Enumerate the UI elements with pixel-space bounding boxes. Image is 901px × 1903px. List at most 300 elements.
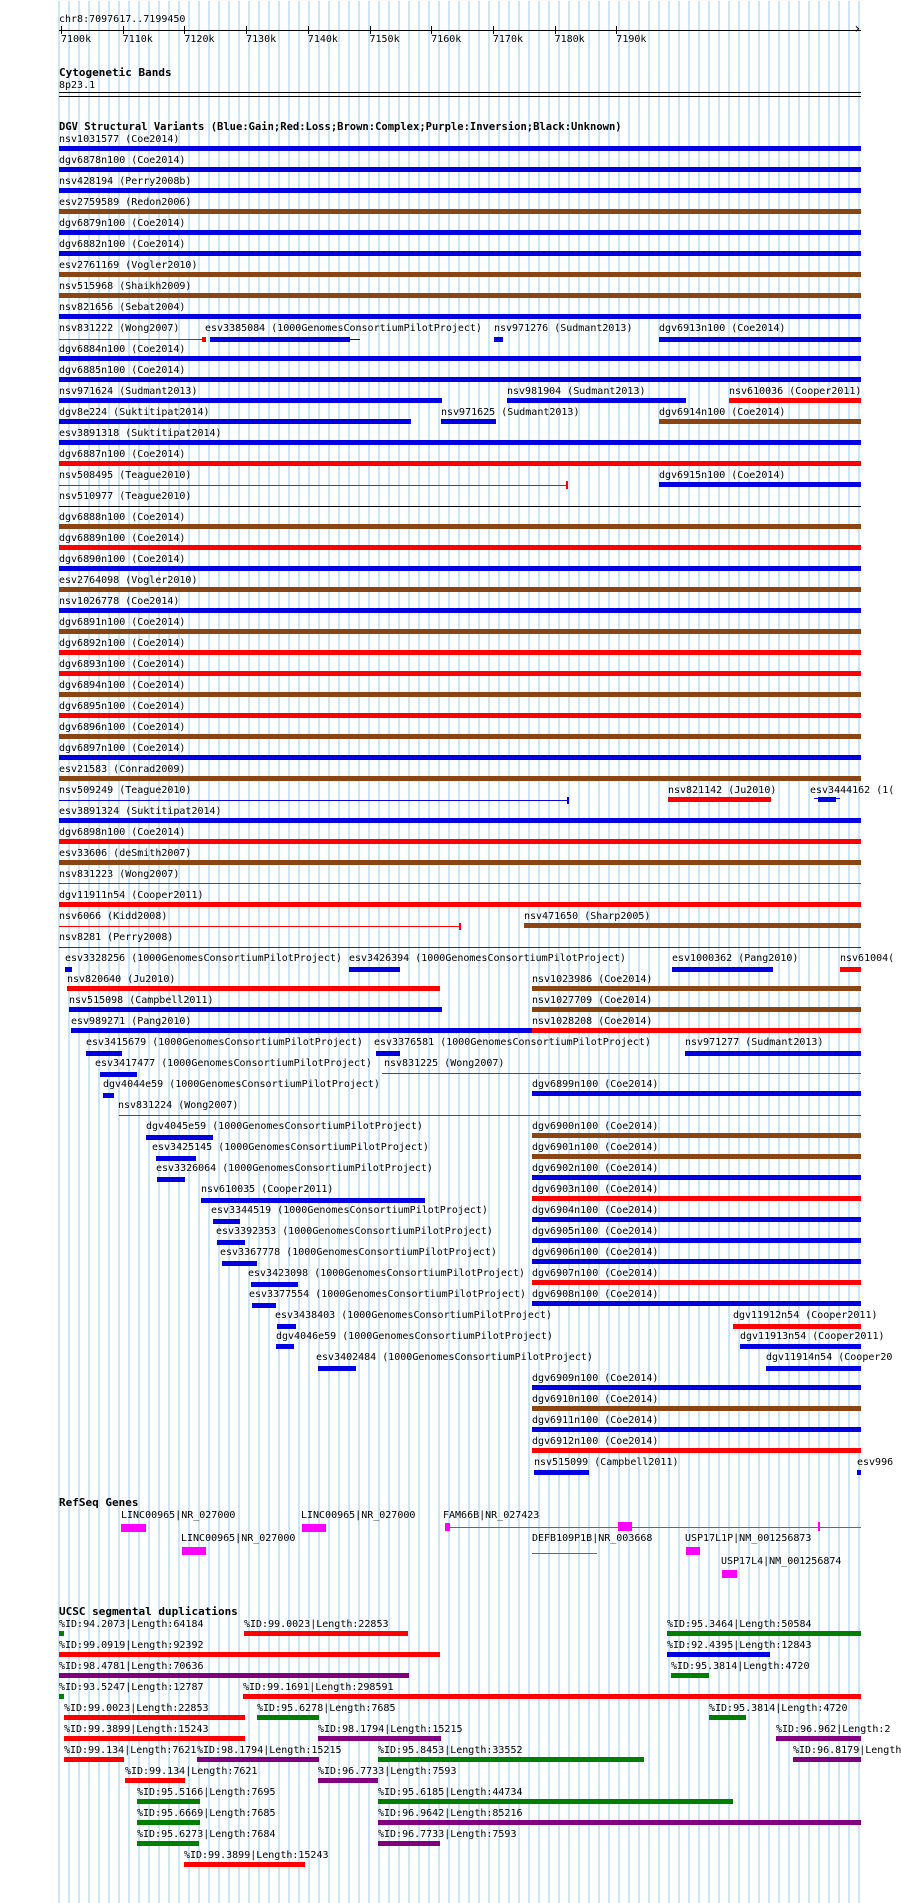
variant-bar[interactable] — [59, 293, 861, 298]
feature-label[interactable]: %ID:95.6669|Length:7685 — [137, 1808, 276, 1819]
feature-label[interactable]: %ID:98.4781|Length:70636 — [59, 1661, 204, 1672]
feature-label[interactable]: nsv821656 (Sebat2004) — [59, 302, 186, 313]
feature-label[interactable]: dgv4044e59 (1000GenomesConsortiumPilotProject) — [103, 1079, 380, 1090]
gene-line[interactable] — [445, 1527, 861, 1528]
variant-line[interactable] — [59, 947, 861, 948]
variant-bar[interactable] — [59, 608, 861, 613]
feature-label[interactable]: dgv4045e59 (1000GenomesConsortiumPilotProject) — [146, 1121, 423, 1132]
segdup-bar[interactable] — [667, 1631, 861, 1636]
variant-bar[interactable] — [59, 671, 861, 676]
feature-label[interactable]: nsv1027709 (Coe2014) — [532, 995, 653, 1006]
refseq-title: RefSeq Genes — [59, 1496, 139, 1509]
feature-label[interactable]: %ID:95.5166|Length:7695 — [137, 1787, 276, 1798]
feature-label[interactable]: dgv6894n100 (Coe2014) — [59, 680, 186, 691]
variant-bar[interactable] — [659, 337, 861, 342]
feature-label[interactable]: %ID:99.0919|Length:92392 — [59, 1640, 204, 1651]
feature-label[interactable]: nsv971625 (Sudmant2013) — [441, 407, 580, 418]
ruler-tick — [431, 26, 432, 34]
variant-bar[interactable] — [277, 1324, 296, 1329]
feature-label[interactable]: esv3891324 (Suktitipat2014) — [59, 806, 222, 817]
feature-label[interactable]: dgv6891n100 (Coe2014) — [59, 617, 186, 628]
segdup-title: UCSC segmental duplications — [59, 1605, 238, 1618]
ruler-tick-label: 7160k — [431, 34, 462, 45]
variant-bar[interactable] — [59, 776, 861, 781]
feature-label[interactable]: %ID:96.962|Length:2 — [776, 1724, 891, 1735]
feature-label[interactable]: dgv6913n100 (Coe2014) — [659, 323, 786, 334]
feature-label[interactable]: nsv509249 (Teague2010) — [59, 785, 192, 796]
feature-label[interactable]: nsv981904 (Sudmant2013) — [507, 386, 646, 397]
feature-label[interactable]: dgv6905n100 (Coe2014) — [532, 1226, 659, 1237]
variant-bar[interactable] — [318, 1366, 356, 1371]
variant-bar[interactable] — [566, 481, 568, 489]
position-label: chr8:7097617..7199450 — [59, 14, 186, 25]
gene-block[interactable] — [818, 1522, 820, 1531]
feature-label[interactable]: USP17L1P|NM_001256873 — [685, 1533, 812, 1544]
feature-label[interactable]: dgv6896n100 (Coe2014) — [59, 722, 186, 733]
ruler-tick-label: 7110k — [122, 34, 153, 45]
segdup-bar[interactable] — [793, 1757, 861, 1762]
feature-label[interactable]: DEFB109P1B|NR_003668 — [532, 1533, 653, 1544]
variant-bar[interactable] — [69, 1007, 442, 1012]
ruler-tick — [493, 26, 494, 34]
feature-label[interactable]: %ID:95.6278|Length:7685 — [257, 1703, 396, 1714]
variant-bar[interactable] — [532, 1448, 861, 1453]
feature-label[interactable]: nsv6066 (Kidd2008) — [59, 911, 168, 922]
feature-label[interactable]: %ID:96.8179|Length — [793, 1745, 901, 1756]
feature-label[interactable]: %ID:95.6185|Length:44734 — [378, 1787, 523, 1798]
feature-label[interactable]: %ID:92.4395|Length:12843 — [667, 1640, 812, 1651]
feature-label[interactable]: esv3385084 (1000GenomesConsortiumPilotProject) — [205, 323, 482, 334]
ruler-tick-label: 7130k — [246, 34, 277, 45]
segdup-bar[interactable] — [59, 1631, 64, 1636]
variant-bar[interactable] — [441, 419, 496, 424]
feature-label[interactable]: dgv6878n100 (Coe2014) — [59, 155, 186, 166]
feature-label[interactable]: nsv831224 (Wong2007) — [118, 1100, 239, 1111]
variant-line[interactable] — [59, 506, 861, 507]
feature-label[interactable]: dgv6879n100 (Coe2014) — [59, 218, 186, 229]
variant-bar[interactable] — [65, 967, 72, 972]
variant-bar[interactable] — [59, 461, 861, 466]
variant-line[interactable] — [119, 1115, 861, 1116]
feature-label[interactable]: nsv971276 (Sudmant2013) — [494, 323, 633, 334]
segdup-bar[interactable] — [137, 1820, 200, 1825]
feature-label[interactable]: esv2764098 (Vogler2010) — [59, 575, 198, 586]
ruler-tick — [308, 26, 309, 34]
variant-bar[interactable] — [532, 986, 861, 991]
variant-bar[interactable] — [349, 967, 400, 972]
feature-label[interactable]: dgv6897n100 (Coe2014) — [59, 743, 186, 754]
feature-label[interactable]: esv3423098 (1000GenomesConsortiumPilotProject) — [248, 1268, 525, 1279]
feature-label[interactable]: LINC00965|NR_027000 — [301, 1510, 416, 1521]
feature-label[interactable]: nsv831223 (Wong2007) — [59, 869, 180, 880]
feature-label[interactable]: esv3326064 (1000GenomesConsortiumPilotProject) — [156, 1163, 433, 1174]
segdup-bar[interactable] — [64, 1736, 245, 1741]
feature-label[interactable]: nsv971277 (Sudmant2013) — [685, 1037, 824, 1048]
feature-label[interactable]: dgv11913n54 (Cooper2011) — [740, 1331, 885, 1342]
ruler-tick — [61, 26, 62, 34]
feature-label[interactable]: esv3891318 (Suktitipat2014) — [59, 428, 222, 439]
feature-label[interactable]: dgv6915n100 (Coe2014) — [659, 470, 786, 481]
variant-bar[interactable] — [729, 398, 861, 403]
variant-bar[interactable] — [733, 1324, 861, 1329]
segdup-bar[interactable] — [137, 1799, 200, 1804]
feature-label[interactable]: %ID:96.7733|Length:7593 — [378, 1829, 517, 1840]
gene-block[interactable] — [618, 1522, 632, 1531]
variant-bar[interactable] — [59, 377, 861, 382]
feature-label[interactable]: nsv471650 (Sharp2005) — [524, 911, 651, 922]
variant-bar[interactable] — [532, 1259, 861, 1264]
variant-bar[interactable] — [59, 839, 861, 844]
feature-label[interactable]: esv3425145 (1000GenomesConsortiumPilotProject) — [152, 1142, 429, 1153]
ruler-tick-label: 7120k — [184, 34, 215, 45]
variant-bar[interactable] — [59, 860, 861, 865]
variant-bar[interactable] — [494, 337, 503, 342]
ruler-tick-label: 7180k — [554, 34, 585, 45]
feature-label[interactable]: dgv6895n100 (Coe2014) — [59, 701, 186, 712]
variant-bar[interactable] — [59, 734, 861, 739]
segdup-bar[interactable] — [257, 1715, 319, 1720]
segdup-bar[interactable] — [64, 1757, 124, 1762]
variant-bar[interactable] — [252, 1303, 276, 1308]
segdup-bar[interactable] — [378, 1799, 733, 1804]
variant-bar[interactable] — [59, 629, 861, 634]
variant-bar[interactable] — [156, 1156, 196, 1161]
segdup-bar[interactable] — [184, 1862, 305, 1867]
variant-bar[interactable] — [668, 797, 771, 802]
gene-block[interactable] — [182, 1547, 206, 1555]
variant-bar[interactable] — [740, 1344, 861, 1349]
feature-label[interactable]: esv2759589 (Redon2006) — [59, 197, 192, 208]
variant-bar[interactable] — [685, 1051, 861, 1056]
feature-label[interactable]: esv21583 (Conrad2009) — [59, 764, 186, 775]
variant-bar[interactable] — [532, 1007, 861, 1012]
variant-bar[interactable] — [59, 146, 861, 151]
feature-label[interactable]: esv3417477 (1000GenomesConsortiumPilotProject) — [95, 1058, 372, 1069]
variant-line[interactable] — [59, 800, 568, 801]
gene-block[interactable] — [302, 1524, 326, 1532]
feature-label[interactable]: %ID:98.1794|Length:15215 — [318, 1724, 463, 1735]
feature-label[interactable]: LINC00965|NR_027000 — [181, 1533, 296, 1544]
feature-label[interactable]: esv1000362 (Pang2010) — [672, 953, 799, 964]
variant-bar[interactable] — [532, 1406, 861, 1411]
segdup-bar[interactable] — [243, 1694, 861, 1699]
feature-label[interactable]: dgv6907n100 (Coe2014) — [532, 1268, 659, 1279]
segdup-bar[interactable] — [137, 1841, 199, 1846]
variant-line[interactable] — [59, 485, 567, 486]
feature-label[interactable]: esv3426394 (1000GenomesConsortiumPilotProject) — [349, 953, 626, 964]
variant-bar[interactable] — [59, 566, 861, 571]
variant-bar[interactable] — [534, 1470, 589, 1475]
feature-label[interactable]: %ID:95.3464|Length:50584 — [667, 1619, 812, 1630]
feature-label[interactable]: esv3367778 (1000GenomesConsortiumPilotProject) — [220, 1247, 497, 1258]
feature-label[interactable]: esv3415679 (1000GenomesConsortiumPilotProject) — [86, 1037, 363, 1048]
variant-bar[interactable] — [532, 1301, 861, 1306]
feature-label[interactable]: esv3392353 (1000GenomesConsortiumPilotProject) — [216, 1226, 493, 1237]
variant-bar[interactable] — [532, 1175, 861, 1180]
feature-label[interactable]: dgv6904n100 (Coe2014) — [532, 1205, 659, 1216]
variant-bar[interactable] — [59, 356, 861, 361]
feature-label[interactable]: %ID:99.0023|Length:22853 — [244, 1619, 389, 1630]
feature-label[interactable]: dgv6909n100 (Coe2014) — [532, 1373, 659, 1384]
variant-bar[interactable] — [222, 1261, 257, 1266]
variant-bar[interactable] — [276, 1344, 294, 1349]
ruler-axis — [59, 30, 861, 31]
feature-label[interactable]: dgv6910n100 (Coe2014) — [532, 1394, 659, 1405]
feature-label[interactable]: dgv11912n54 (Cooper2011) — [733, 1310, 878, 1321]
cytoband-title: Cytogenetic Bands — [59, 66, 172, 79]
variant-bar[interactable] — [532, 1028, 861, 1033]
feature-label[interactable]: dgv8e224 (Suktitipat2014) — [59, 407, 210, 418]
variant-line[interactable] — [350, 339, 360, 340]
ruler-tick-label: 7150k — [369, 34, 400, 45]
feature-label[interactable]: dgv6900n100 (Coe2014) — [532, 1121, 659, 1132]
ruler-tick-label: 7100k — [61, 34, 92, 45]
feature-label[interactable]: dgv6898n100 (Coe2014) — [59, 827, 186, 838]
variant-bar[interactable] — [59, 419, 411, 424]
feature-label[interactable]: dgv4046e59 (1000GenomesConsortiumPilotProject) — [276, 1331, 553, 1342]
variant-bar[interactable] — [213, 1219, 240, 1224]
variant-bar[interactable] — [157, 1177, 185, 1182]
variant-bar[interactable] — [659, 482, 861, 487]
feature-label[interactable]: nsv515099 (Campbell2011) — [534, 1457, 679, 1468]
feature-label[interactable]: esv3376581 (1000GenomesConsortiumPilotProject) — [374, 1037, 651, 1048]
variant-bar[interactable] — [507, 398, 686, 403]
feature-label[interactable]: dgv6885n100 (Coe2014) — [59, 365, 186, 376]
variant-bar[interactable] — [766, 1366, 861, 1371]
variant-bar[interactable] — [59, 251, 861, 256]
feature-label[interactable]: %ID:95.3814|Length:4720 — [671, 1661, 810, 1672]
variant-line[interactable] — [382, 1073, 861, 1074]
feature-label[interactable]: dgv6888n100 (Coe2014) — [59, 512, 186, 523]
feature-label[interactable]: %ID:99.1691|Length:298591 — [243, 1682, 394, 1693]
feature-label[interactable]: esv3444162 (1( — [810, 785, 895, 796]
variant-bar[interactable] — [251, 1282, 298, 1287]
variant-bar[interactable] — [532, 1133, 861, 1138]
variant-bar[interactable] — [459, 923, 461, 930]
variant-bar[interactable] — [59, 755, 861, 760]
variant-bar[interactable] — [59, 230, 861, 235]
variant-bar[interactable] — [532, 1385, 861, 1390]
feature-label[interactable]: esv2761169 (Vogler2010) — [59, 260, 198, 271]
ruler-tick — [370, 26, 371, 34]
variant-bar[interactable] — [672, 967, 773, 972]
feature-label[interactable]: %ID:99.134|Length:7621 — [125, 1766, 258, 1777]
feature-label[interactable]: nsv971624 (Sudmant2013) — [59, 386, 198, 397]
feature-label[interactable]: %ID:94.2073|Length:64184 — [59, 1619, 204, 1630]
variant-bar[interactable] — [532, 1280, 861, 1285]
gene-block[interactable] — [722, 1570, 737, 1578]
feature-label[interactable]: nsv8281 (Perry2008) — [59, 932, 174, 943]
cytoband-line-2 — [59, 96, 861, 97]
feature-label[interactable]: %ID:99.0023|Length:22853 — [64, 1703, 209, 1714]
feature-label[interactable]: nsv515968 (Shaikh2009) — [59, 281, 192, 292]
feature-label[interactable]: nsv1026778 (Coe2014) — [59, 596, 180, 607]
ruler-tick — [616, 26, 617, 34]
feature-label[interactable]: nsv831225 (Wong2007) — [384, 1058, 505, 1069]
segdup-bar[interactable] — [378, 1757, 644, 1762]
segdup-bar[interactable] — [667, 1652, 770, 1657]
segdup-bar[interactable] — [318, 1778, 378, 1783]
segdup-bar[interactable] — [378, 1820, 861, 1825]
feature-label[interactable]: dgv6901n100 (Coe2014) — [532, 1142, 659, 1153]
feature-label[interactable]: %ID:98.1794|Length:15215 — [197, 1745, 342, 1756]
variant-bar[interactable] — [59, 692, 861, 697]
feature-label[interactable]: esv3438403 (1000GenomesConsortiumPilotProject) — [275, 1310, 552, 1321]
gene-block[interactable] — [686, 1547, 700, 1555]
feature-label[interactable]: LINC00965|NR_027000 — [121, 1510, 236, 1521]
feature-label[interactable]: dgv6882n100 (Coe2014) — [59, 239, 186, 250]
variant-line[interactable] — [59, 926, 460, 927]
feature-label[interactable]: nsv820640 (Ju2010) — [67, 974, 176, 985]
feature-label[interactable]: nsv610036 (Cooper2011) — [729, 386, 862, 397]
variant-bar[interactable] — [67, 986, 440, 991]
variant-bar[interactable] — [100, 1072, 137, 1077]
feature-label[interactable]: %ID:99.3899|Length:15243 — [184, 1850, 329, 1861]
variant-bar[interactable] — [840, 967, 861, 972]
feature-label[interactable]: %ID:95.8453|Length:33552 — [378, 1745, 523, 1756]
variant-bar[interactable] — [857, 1470, 861, 1475]
feature-label[interactable]: esv3377554 (1000GenomesConsortiumPilotProject) — [249, 1289, 526, 1300]
feature-label[interactable]: %ID:95.6273|Length:7684 — [137, 1829, 276, 1840]
ruler-tick — [123, 26, 124, 34]
feature-label[interactable]: %ID:96.7733|Length:7593 — [318, 1766, 457, 1777]
ruler-tick — [555, 26, 556, 34]
feature-label[interactable]: nsv61004( — [840, 953, 895, 964]
feature-label[interactable]: dgv6887n100 (Coe2014) — [59, 449, 186, 460]
ruler-tick-label: 7140k — [307, 34, 338, 45]
feature-label[interactable]: dgv11914n54 (Cooper20 — [766, 1352, 893, 1363]
feature-label[interactable]: esv3344519 (1000GenomesConsortiumPilotProject) — [211, 1205, 488, 1216]
feature-label[interactable]: dgv6911n100 (Coe2014) — [532, 1415, 659, 1426]
feature-label[interactable]: %ID:93.5247|Length:12787 — [59, 1682, 204, 1693]
variant-bar[interactable] — [59, 818, 861, 823]
variant-bar[interactable] — [532, 1091, 861, 1096]
variant-bar[interactable] — [59, 524, 861, 529]
feature-label[interactable]: FAM66B|NR_027423 — [443, 1510, 540, 1521]
variant-line[interactable] — [59, 339, 202, 340]
variant-bar[interactable] — [567, 797, 569, 804]
feature-label[interactable]: nsv1028208 (Coe2014) — [532, 1016, 653, 1027]
segdup-bar[interactable] — [125, 1778, 185, 1783]
variant-bar[interactable] — [59, 713, 861, 718]
gene-block[interactable] — [445, 1523, 450, 1531]
variant-bar[interactable] — [146, 1135, 213, 1140]
feature-label[interactable]: dgv6892n100 (Coe2014) — [59, 638, 186, 649]
feature-label[interactable]: esv3402484 (1000GenomesConsortiumPilotProject) — [316, 1352, 593, 1363]
segdup-bar[interactable] — [709, 1715, 746, 1720]
ruler-tick — [246, 26, 247, 34]
feature-label[interactable]: esv3328256 (1000GenomesConsortiumPilotProject) — [65, 953, 342, 964]
feature-label[interactable]: dgv6906n100 (Coe2014) — [532, 1247, 659, 1258]
variant-bar[interactable] — [59, 314, 861, 319]
variant-bar[interactable] — [59, 398, 442, 403]
segdup-bar[interactable] — [318, 1736, 441, 1741]
variant-bar[interactable] — [532, 1196, 861, 1201]
variant-bar[interactable] — [59, 272, 861, 277]
variant-bar[interactable] — [201, 1198, 425, 1203]
gene-line[interactable] — [532, 1553, 597, 1554]
feature-label[interactable]: dgv6889n100 (Coe2014) — [59, 533, 186, 544]
variant-bar[interactable] — [524, 923, 861, 928]
variant-bar[interactable] — [59, 902, 861, 907]
feature-label[interactable]: nsv508495 (Teague2010) — [59, 470, 192, 481]
variant-bar[interactable] — [532, 1238, 861, 1243]
feature-label[interactable]: %ID:95.3814|Length:4720 — [709, 1703, 848, 1714]
feature-label[interactable]: esv33606 (deSmith2007) — [59, 848, 192, 859]
variant-bar[interactable] — [818, 797, 836, 802]
ruler-tick-label: 7170k — [492, 34, 523, 45]
feature-label[interactable]: nsv821142 (Ju2010) — [668, 785, 777, 796]
feature-label[interactable]: nsv610035 (Cooper2011) — [201, 1184, 334, 1195]
segdup-bar[interactable] — [671, 1673, 709, 1678]
segdup-bar[interactable] — [378, 1841, 440, 1846]
variant-bar[interactable] — [59, 587, 861, 592]
variant-bar[interactable] — [210, 337, 350, 342]
variant-bar[interactable] — [59, 188, 861, 193]
feature-label[interactable]: dgv6893n100 (Coe2014) — [59, 659, 186, 670]
feature-label[interactable]: dgv6903n100 (Coe2014) — [532, 1184, 659, 1195]
segdup-bar[interactable] — [244, 1631, 408, 1636]
feature-label[interactable]: nsv831222 (Wong2007) — [59, 323, 180, 334]
variant-bar[interactable] — [59, 545, 861, 550]
variant-bar[interactable] — [86, 1051, 122, 1056]
feature-label[interactable]: dgv6914n100 (Coe2014) — [659, 407, 786, 418]
variant-bar[interactable] — [59, 650, 861, 655]
variant-bar[interactable] — [103, 1093, 114, 1098]
feature-label[interactable]: nsv515098 (Campbell2011) — [69, 995, 214, 1006]
segdup-bar[interactable] — [64, 1715, 245, 1720]
feature-label[interactable]: dgv6912n100 (Coe2014) — [532, 1436, 659, 1447]
cytoband-line — [59, 92, 861, 93]
variant-line[interactable] — [59, 883, 861, 884]
variant-bar[interactable] — [217, 1240, 245, 1245]
gene-block[interactable] — [121, 1524, 146, 1532]
variant-bar[interactable] — [532, 1427, 861, 1432]
feature-label[interactable]: %ID:99.3899|Length:15243 — [64, 1724, 209, 1735]
feature-label[interactable]: USP17L4|NM_001256874 — [721, 1556, 842, 1567]
variant-bar[interactable] — [532, 1217, 861, 1222]
feature-label[interactable]: nsv510977 (Teague2010) — [59, 491, 192, 502]
feature-label[interactable]: esv996 — [857, 1457, 894, 1468]
segdup-bar[interactable] — [59, 1673, 409, 1678]
segdup-bar[interactable] — [59, 1694, 64, 1699]
variant-bar[interactable] — [59, 209, 861, 214]
feature-label[interactable]: nsv1023986 (Coe2014) — [532, 974, 653, 985]
feature-label[interactable]: dgv6884n100 (Coe2014) — [59, 344, 186, 355]
feature-label[interactable]: dgv6890n100 (Coe2014) — [59, 554, 186, 565]
cytoband-label: 8p23.1 — [59, 80, 96, 91]
variant-bar[interactable] — [532, 1154, 861, 1159]
variant-bar[interactable] — [59, 167, 861, 172]
dgv-title: DGV Structural Variants (Blue:Gain;Red:Loss;Brown:Complex;Purple:Inversion;Black:Unknown) — [59, 121, 622, 133]
feature-label[interactable]: dgv11911n54 (Cooper2011) — [59, 890, 204, 901]
feature-label[interactable]: dgv6902n100 (Coe2014) — [532, 1163, 659, 1174]
segdup-bar[interactable] — [59, 1652, 440, 1657]
feature-label[interactable]: %ID:99.134|Length:7621 — [64, 1745, 197, 1756]
feature-label[interactable]: esv989271 (Pang2010) — [71, 1016, 192, 1027]
feature-label[interactable]: nsv1031577 (Coe2014) — [59, 134, 180, 145]
feature-label[interactable]: dgv6908n100 (Coe2014) — [532, 1289, 659, 1300]
feature-label[interactable]: dgv6899n100 (Coe2014) — [532, 1079, 659, 1090]
segdup-bar[interactable] — [197, 1757, 319, 1762]
feature-label[interactable]: nsv428194 (Perry2008b) — [59, 176, 192, 187]
variant-bar[interactable] — [202, 337, 206, 342]
variant-bar[interactable] — [376, 1051, 400, 1056]
segdup-bar[interactable] — [776, 1736, 861, 1741]
feature-label[interactable]: %ID:96.9642|Length:85216 — [378, 1808, 523, 1819]
variant-bar[interactable] — [659, 419, 861, 424]
variant-bar[interactable] — [59, 440, 861, 445]
